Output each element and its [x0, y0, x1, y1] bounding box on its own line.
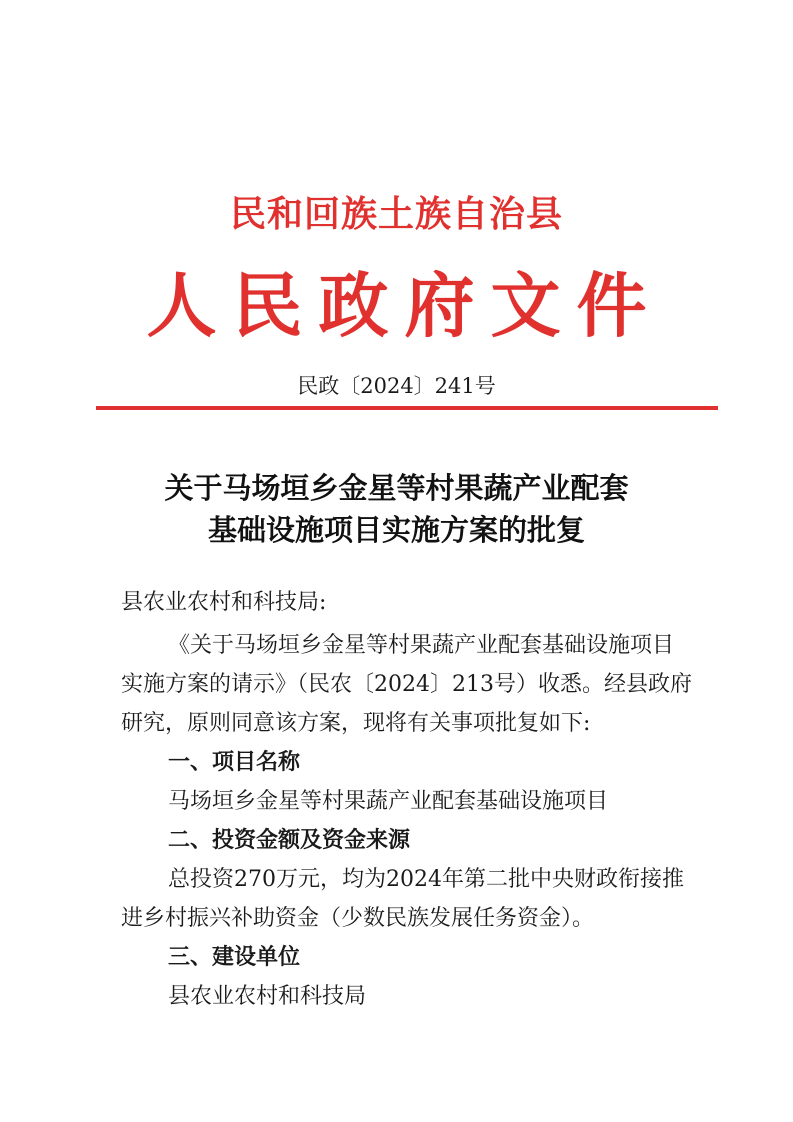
recipient: 县农业农村和科技局:: [121, 590, 327, 615]
investment-line-1: 总投资270万元，均为2024年第二批中央财政衔接推: [168, 867, 684, 892]
red-separator-line: [96, 406, 718, 410]
construction-unit-text: 县农业农村和科技局: [168, 984, 367, 1009]
section-heading-construction-unit: 三、建设单位: [168, 945, 301, 970]
document-title-line-1: 关于马场垣乡金星等村果蔬产业配套: [164, 471, 629, 505]
investment-line-2: 进乡村振兴补助资金（少数民族发展任务资金）。: [121, 906, 595, 931]
intro-line-2: 实施方案的请示》（民农〔2024〕213号）收悉。经县政府: [121, 672, 692, 697]
document-number: 民政〔2024〕241号: [297, 374, 496, 398]
project-name-text: 马场垣乡金星等村果蔬产业配套基础设施项目: [168, 789, 609, 814]
section-heading-project-name: 一、项目名称: [168, 750, 301, 775]
document-title-line-2: 基础设施项目实施方案的批复: [207, 513, 585, 547]
document-type-title: 人民政府文件: [146, 264, 663, 347]
intro-line-1: 《关于马场垣乡金星等村果蔬产业配套基础设施项目: [168, 633, 675, 658]
section-heading-investment: 二、投资金额及资金来源: [168, 828, 411, 853]
intro-line-3: 研究，原则同意该方案，现将有关事项批复如下:: [121, 711, 591, 736]
issuer-name: 民和回族土族自治县: [229, 193, 563, 235]
